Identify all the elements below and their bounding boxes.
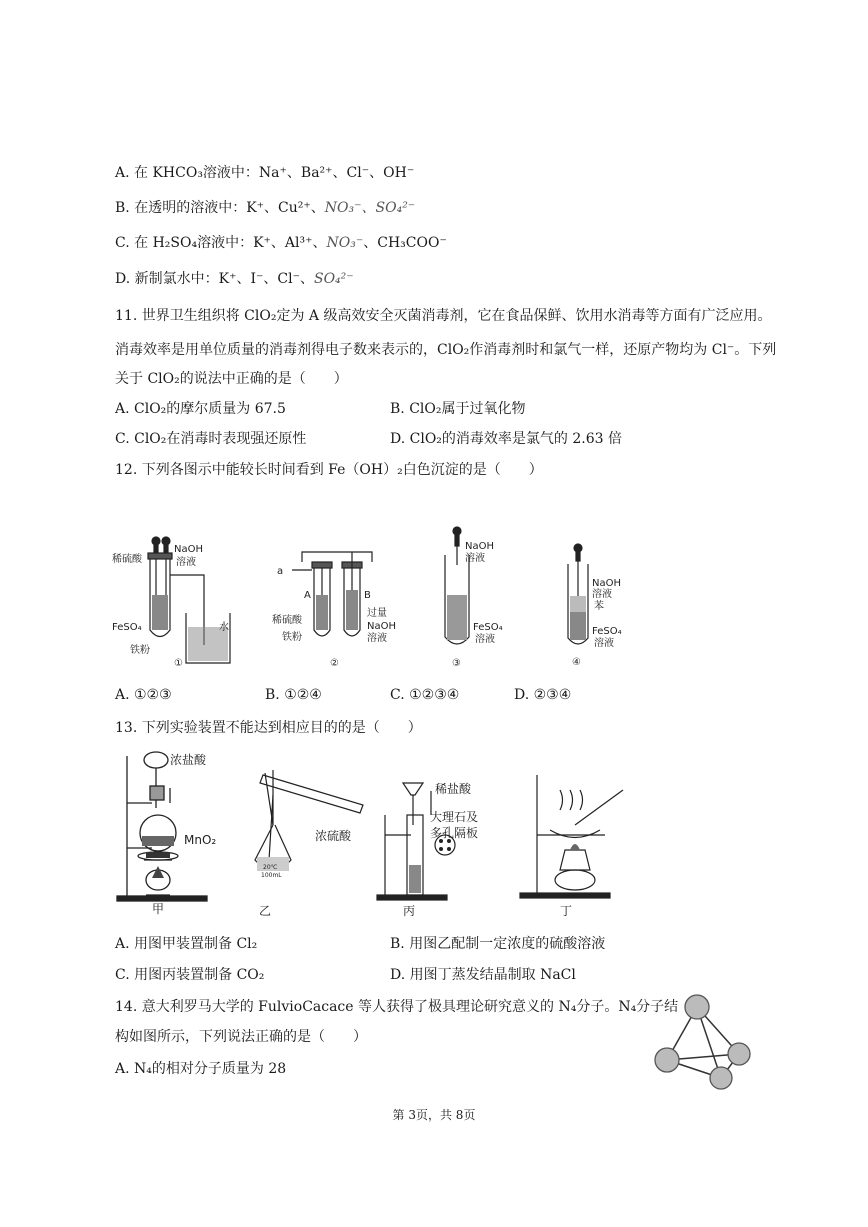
- svg-text:MnO₂: MnO₂: [184, 833, 217, 847]
- q13-option-b: B. 用图乙配制一定浓度的硫酸溶液: [390, 936, 606, 952]
- q11-stem-line3: 关于 ClO₂的说法中正确的是（ ）: [115, 371, 348, 387]
- q13-option-a: A. 用图甲装置制备 Cl₂: [115, 936, 258, 952]
- svg-text:溶液: 溶液: [475, 634, 495, 645]
- svg-text:铁粉: 铁粉: [282, 632, 302, 643]
- n-atom: [685, 995, 709, 1019]
- svg-text:①: ①: [174, 658, 183, 669]
- q12-option-c: C. ①②③④: [390, 687, 460, 703]
- q11-option-d: D. ClO₂的消毒效率是氯气的 2.63 倍: [390, 431, 622, 447]
- q13-option-c: C. 用图丙装置制备 CO₂: [115, 967, 265, 983]
- q12-figure-4: [560, 540, 660, 670]
- q14-stem-line2: 构如图所示，下列说法正确的是（ ）: [115, 1029, 367, 1045]
- q14-stem-line1: 14. 意大利罗马大学的 FulvioCacace 等人获得了极具理论研究意义的 N₄分子。N₄分子结: [115, 999, 679, 1015]
- q13-apparatus-yi: [235, 765, 375, 920]
- svg-text:乙: 乙: [259, 904, 272, 918]
- svg-text:溶液: 溶液: [592, 589, 612, 600]
- svg-text:100mL: 100mL: [261, 872, 282, 879]
- svg-text:③: ③: [452, 658, 461, 669]
- svg-text:丙: 丙: [403, 904, 416, 918]
- q12-figure-1: [112, 535, 242, 670]
- q12-option-a: A. ①②③: [115, 687, 172, 703]
- svg-text:苯: 苯: [594, 601, 604, 612]
- svg-text:NaOH: NaOH: [367, 621, 396, 632]
- svg-text:NaOH: NaOH: [592, 578, 621, 589]
- svg-text:B: B: [364, 590, 371, 601]
- q11-stem-line1: 11. 世界卫生组织将 ClO₂定为 A 级高效安全灭菌消毒剂，它在食品保鲜、饮用水消毒等方面有广泛应用。: [115, 308, 772, 324]
- svg-text:FeSO₄: FeSO₄: [592, 626, 622, 637]
- svg-text:NaOH: NaOH: [174, 544, 203, 555]
- n-atom: [710, 1067, 732, 1089]
- svg-text:稀硫酸: 稀硫酸: [272, 615, 302, 626]
- q10-option-d: D. 新制氯水中：K⁺、I⁻、Cl⁻、SO₄²⁻: [115, 271, 354, 287]
- q11-option-a: A. ClO₂的摩尔质量为 67.5: [115, 401, 286, 417]
- q11-option-b: B. ClO₂属于过氧化物: [390, 401, 526, 417]
- n4-molecule-diagram: [645, 990, 760, 1095]
- q10-option-a: A. 在 KHCO₃溶液中：Na⁺、Ba²⁺、Cl⁻、OH⁻: [115, 165, 415, 181]
- q12-figure-2: [272, 540, 402, 670]
- svg-text:溶液: 溶液: [176, 557, 196, 568]
- svg-text:多孔隔板: 多孔隔板: [430, 826, 479, 840]
- q10-b-ions: NO₃⁻、SO₄²⁻: [324, 200, 416, 216]
- svg-text:溶液: 溶液: [367, 633, 387, 644]
- svg-text:A: A: [304, 590, 311, 601]
- q10-option-c: C. 在 H₂SO₄溶液中：K⁺、Al³⁺、NO₃⁻、CH₃COO⁻: [115, 235, 447, 251]
- q14-option-a: A. N₄的相对分子质量为 28: [115, 1061, 287, 1077]
- svg-text:甲: 甲: [152, 902, 165, 916]
- svg-text:溶液: 溶液: [465, 553, 485, 564]
- q13-stem: 13. 下列实验装置不能达到相应目的的是（ ）: [115, 720, 422, 736]
- q10-option-b: B. 在透明的溶液中：K⁺、Cu²⁺、NO₃⁻、SO₄²⁻: [115, 200, 416, 216]
- svg-text:浓硫酸: 浓硫酸: [315, 829, 352, 843]
- svg-text:稀硫酸: 稀硫酸: [112, 554, 142, 565]
- svg-text:②: ②: [330, 658, 339, 669]
- svg-text:丁: 丁: [560, 904, 573, 918]
- svg-text:FeSO₄: FeSO₄: [112, 622, 142, 633]
- svg-text:浓盐酸: 浓盐酸: [170, 753, 207, 767]
- n-atom: [728, 1043, 750, 1065]
- q13-option-d: D. 用图丁蒸发结晶制取 NaCl: [390, 967, 576, 983]
- svg-text:a: a: [277, 566, 284, 577]
- page-footer: 第 3页，共 8页: [392, 1108, 476, 1122]
- svg-text:铁粉: 铁粉: [130, 645, 150, 656]
- q13-apparatus-bing: [375, 775, 505, 920]
- svg-text:溶液: 溶液: [594, 638, 614, 649]
- q12-stem: 12. 下列各图示中能较长时间看到 Fe（OH）₂白色沉淀的是（ ）: [115, 462, 543, 478]
- q11-stem-line2: 消毒效率是用单位质量的消毒剂得电子数来表示的，ClO₂作消毒剂时和氯气一样，还原产物均为 Cl⁻。下列: [115, 342, 777, 358]
- svg-text:过量: 过量: [367, 608, 387, 619]
- q13-apparatus-ding: [515, 770, 645, 920]
- svg-text:NaOH: NaOH: [465, 541, 494, 552]
- svg-text:稀盐酸: 稀盐酸: [435, 782, 472, 796]
- svg-text:④: ④: [572, 657, 581, 668]
- q13-apparatus-jia: [112, 748, 242, 918]
- q12-option-d: D. ②③④: [514, 687, 572, 703]
- q12-option-b: B. ①②④: [265, 687, 322, 703]
- q11-option-c: C. ClO₂在消毒时表现强还原性: [115, 431, 307, 447]
- svg-text:FeSO₄: FeSO₄: [473, 622, 503, 633]
- n-atom: [655, 1048, 679, 1072]
- svg-text:20℃: 20℃: [263, 864, 278, 871]
- svg-text:大理石及: 大理石及: [430, 810, 479, 824]
- q12-figure-3: [425, 525, 545, 670]
- svg-text:水: 水: [219, 622, 229, 633]
